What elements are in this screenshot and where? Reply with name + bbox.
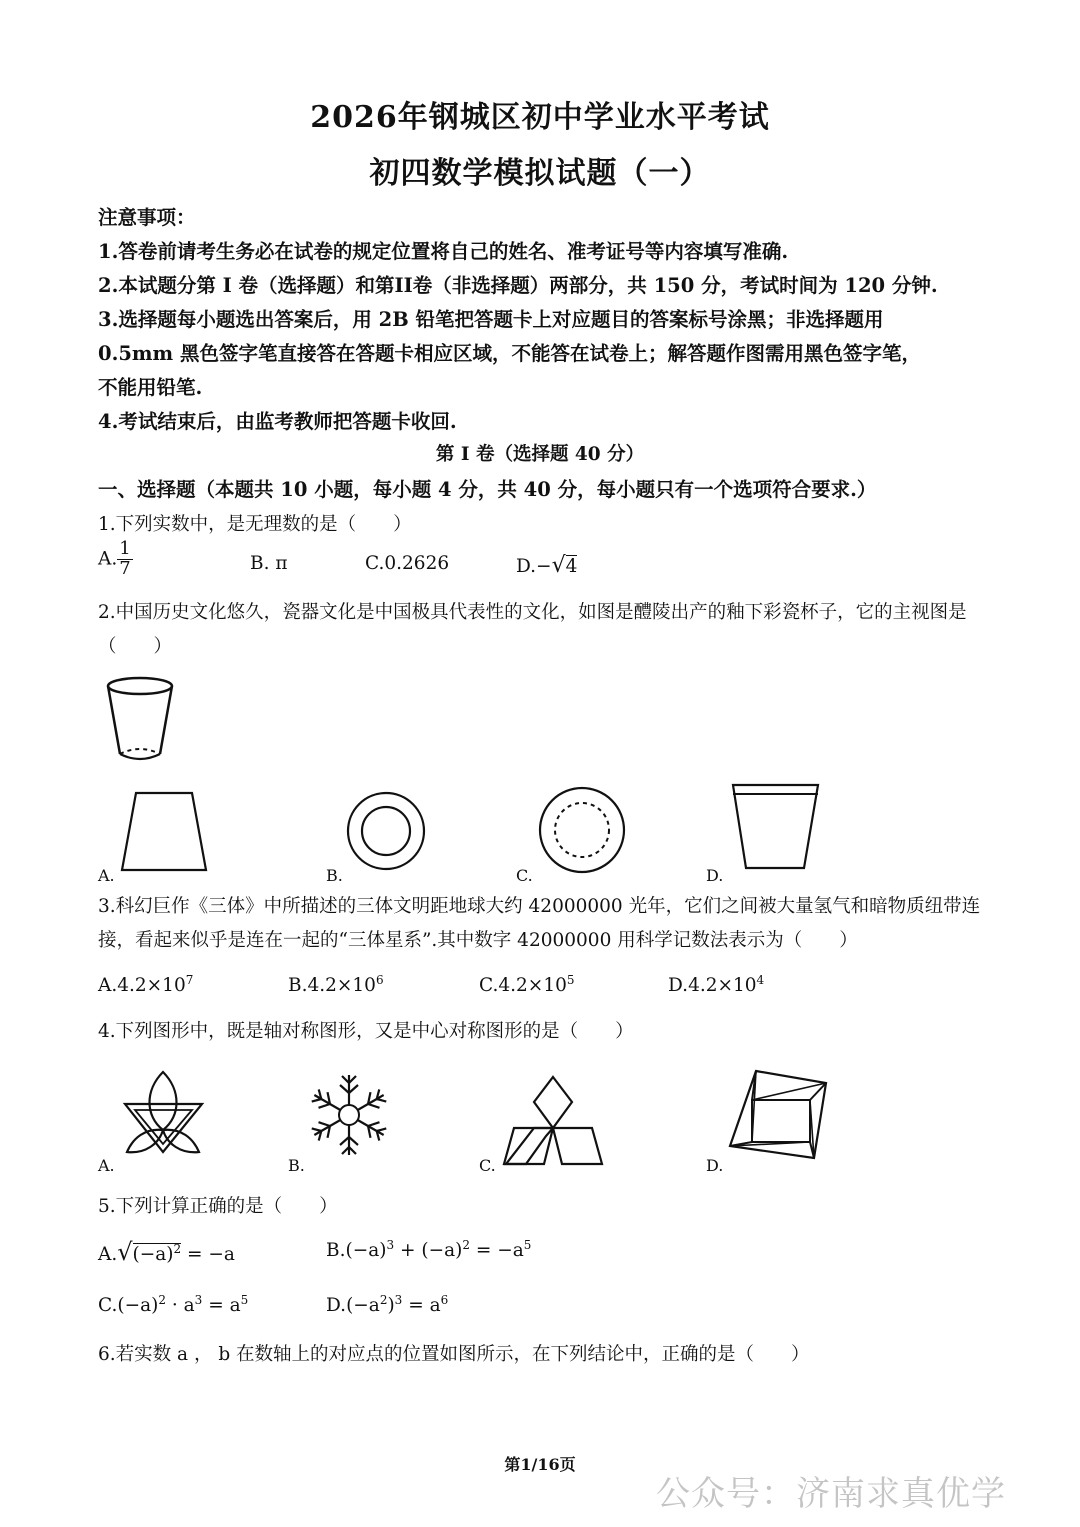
question-4-option-a-label: A. xyxy=(98,1156,115,1175)
question-2-option-b-label: B. xyxy=(326,866,343,885)
option-base: 4.2×10 xyxy=(498,975,567,997)
cup-3d-figure xyxy=(100,672,190,772)
option-label: D.− xyxy=(516,556,552,577)
term: ) xyxy=(387,1295,395,1317)
fraction-denominator: 7 xyxy=(119,557,131,579)
question-2-option-d-label: D. xyxy=(706,866,724,885)
question-2-option-a-label: A. xyxy=(98,866,115,885)
option-label: C. xyxy=(98,1295,118,1317)
exponent: 5 xyxy=(523,1238,532,1252)
fraction-numerator: 1 xyxy=(119,538,131,559)
radicand-base: (−a) xyxy=(132,1244,174,1265)
term: (−a) xyxy=(345,1240,387,1262)
term: = −a xyxy=(469,1240,524,1262)
term: · a xyxy=(166,1295,195,1317)
question-4-text: 4.下列图形中，既是轴对称图形，又是中心对称图形的是（ ） xyxy=(98,1021,634,1042)
term: + (−a) xyxy=(394,1240,463,1262)
question-6-text: 6.若实数 a ， b 在数轴上的对应点的位置如图所示，在下列结论中，正确的是（ ） xyxy=(98,1344,810,1365)
snowflake-figure xyxy=(304,1070,394,1160)
exponent: 3 xyxy=(194,1293,203,1307)
notes-heading: 注意事项： xyxy=(98,206,196,229)
question-4-option-c-label: C. xyxy=(479,1156,496,1175)
term: = a xyxy=(202,1295,241,1317)
lotus-triangle-figure xyxy=(115,1068,210,1163)
exponent: 2 xyxy=(158,1293,166,1307)
note-4: 4.考试结束后，由监考教师把答题卡收回. xyxy=(98,410,457,433)
circle-dashed-inner-figure xyxy=(536,784,628,876)
option-base: 4.2×10 xyxy=(307,975,376,997)
question-2-text-line-2: （ ） xyxy=(98,636,173,657)
question-1-option-b: B. π xyxy=(250,553,288,574)
question-5-text: 5.下列计算正确的是（ ） xyxy=(98,1196,338,1217)
radicand: 4 xyxy=(565,556,578,577)
exam-subtitle: 初四数学模拟试题（一） xyxy=(369,156,711,191)
question-5-option-a xyxy=(98,1238,235,1266)
trapezoid-wide-bottom-figure xyxy=(118,790,213,872)
option-base: 4.2×10 xyxy=(117,975,186,997)
question-2-text-line-1: 2.中国历史文化悠久，瓷器文化是中国极具代表性的文化，如图是醴陵出产的釉下彩瓷杯子，它的主视图是 xyxy=(98,602,967,623)
square-pinwheel-figure xyxy=(726,1068,828,1164)
question-3-option-c xyxy=(479,973,575,996)
note-3-line-1: 3.选择题每小题选出答案后，用 2B 铅笔把答题卡上对应题目的答案标号涂黑；非选择题用 xyxy=(98,308,884,331)
radicand xyxy=(133,1243,182,1265)
exponent: 6 xyxy=(375,973,384,987)
term: (−a) xyxy=(117,1295,159,1317)
exponent: 2 xyxy=(173,1241,182,1256)
question-1-option-a xyxy=(98,540,133,579)
sqrt-sign: √ xyxy=(117,1238,133,1266)
question-2-option-c-label: C. xyxy=(516,866,533,885)
watermark: 公众号：济南求真优学 xyxy=(656,1474,1006,1514)
exponent: 2 xyxy=(379,1293,388,1307)
question-4-option-b-label: B. xyxy=(288,1156,305,1175)
option-rest: = −a xyxy=(181,1244,235,1265)
question-1-option-c: C.0.2626 xyxy=(365,553,450,574)
fraction xyxy=(117,540,132,579)
question-5-option-d xyxy=(326,1293,448,1316)
exponent: 4 xyxy=(756,973,765,987)
note-3-line-3: 不能用铅笔. xyxy=(98,376,203,399)
question-3-text-line-2: 接，看起来似乎是连在一起的“三体星系”.其中数字 42000000 用科学记数法表示为（ ） xyxy=(98,930,858,951)
note-2: 2.本试题分第 I 卷（选择题）和第II卷（非选择题）两部分，共 150 分，考试时间为 120 分钟. xyxy=(98,274,938,297)
option-label: C. xyxy=(479,975,499,997)
double-circle-figure xyxy=(345,790,427,872)
question-3-option-b xyxy=(288,973,384,996)
exponent: 2 xyxy=(462,1238,470,1252)
option-label: A. xyxy=(98,548,118,570)
question-4-option-d-label: D. xyxy=(706,1156,724,1175)
section-heading: 一、选择题（本题共 10 小题，每小题 4 分，共 40 分，每小题只有一个选项符合要求.） xyxy=(98,478,877,501)
option-base: 4.2×10 xyxy=(688,975,757,997)
question-5-option-b xyxy=(326,1238,531,1261)
trapezoid-wide-top-figure xyxy=(730,782,822,872)
option-label: D. xyxy=(326,1295,347,1317)
exponent: 3 xyxy=(394,1293,403,1307)
exponent: 3 xyxy=(386,1238,395,1252)
option-label: B. xyxy=(326,1240,346,1262)
question-1-option-d xyxy=(516,553,577,578)
option-label: D. xyxy=(668,975,689,997)
option-label: A. xyxy=(98,975,118,997)
note-1: 1.答卷前请考生务必在试卷的规定位置将自己的姓名、准考证号等内容填写准确. xyxy=(98,240,789,263)
note-3-line-2: 0.5mm 黑色签字笔直接答在答题卡相应区域，不能答在试卷上；解答题作图需用黑色签字笔， xyxy=(98,342,921,365)
exam-title: 2026年钢城区初中学业水平考试 xyxy=(310,100,770,135)
term: = a xyxy=(402,1295,441,1317)
sqrt-sign: √ xyxy=(551,553,566,578)
exponent: 7 xyxy=(185,973,194,987)
page-number: 第1/16页 xyxy=(504,1455,576,1474)
three-rhombi-figure xyxy=(500,1074,610,1166)
exponent: 5 xyxy=(566,973,575,987)
question-1-text: 1.下列实数中，是无理数的是（ ） xyxy=(98,514,412,535)
part-heading: 第 I 卷（选择题 40 分） xyxy=(435,444,645,465)
exponent: 6 xyxy=(440,1293,449,1307)
question-5-option-c xyxy=(98,1293,248,1316)
option-label: A. xyxy=(98,1244,118,1265)
option-label: B. xyxy=(288,975,308,997)
question-3-text-line-1: 3.科幻巨作《三体》中所描述的三体文明距地球大约 42000000 光年，它们之间被大量氢气和暗物质纽带连 xyxy=(98,896,981,917)
exponent: 5 xyxy=(240,1293,249,1307)
question-3-option-d xyxy=(668,973,764,996)
question-3-option-a xyxy=(98,973,193,996)
term: (−a xyxy=(346,1295,380,1317)
